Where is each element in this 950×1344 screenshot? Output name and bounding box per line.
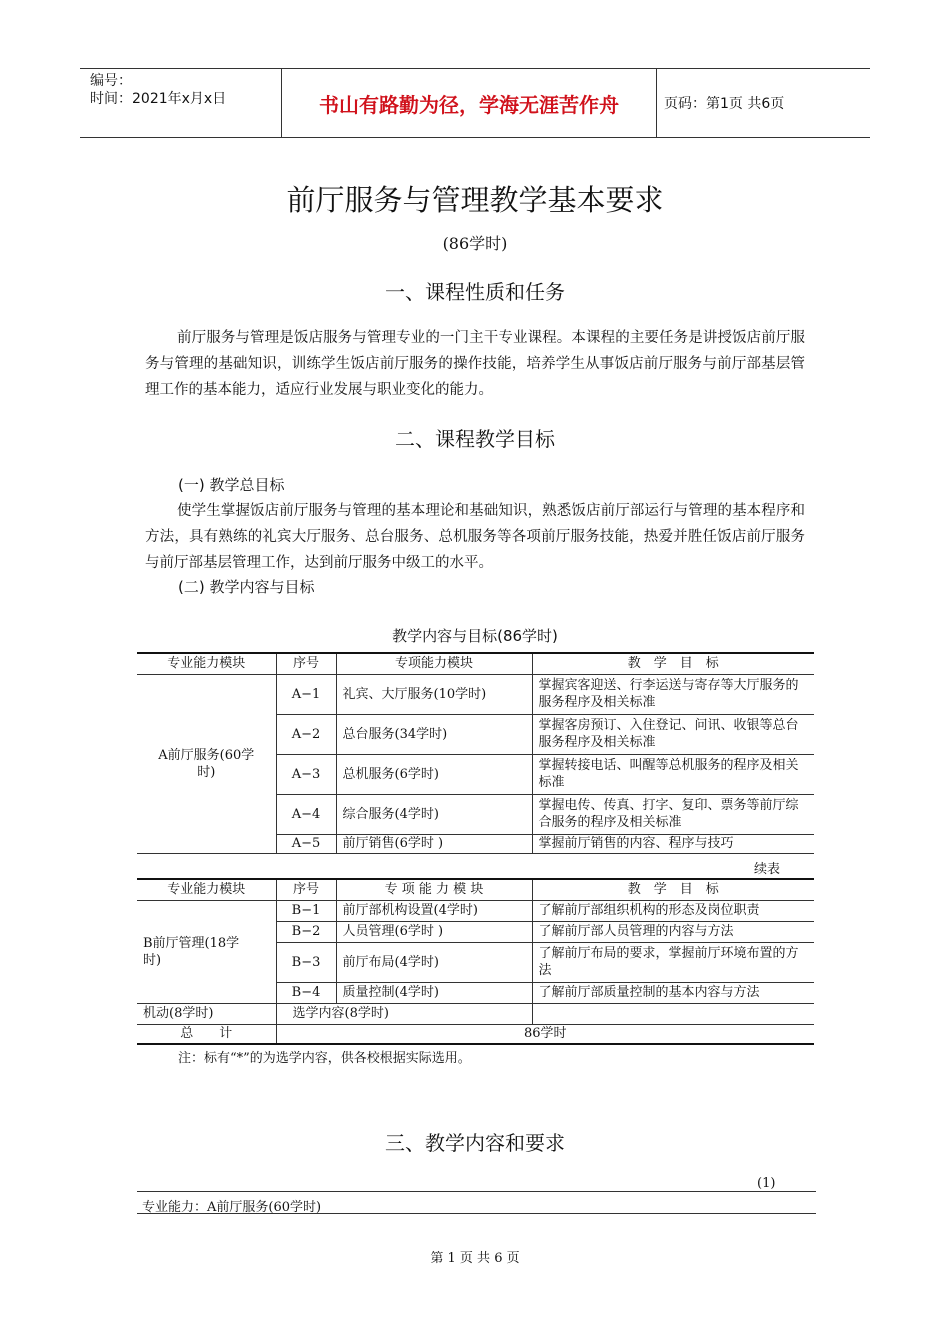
table2-flex-content: 选学内容(8学时): [276, 1003, 532, 1024]
table2-row-goal: 了解前厅部人员管理的内容与方法: [532, 921, 814, 942]
table1-row-item: 前厅销售(6学时 ): [336, 834, 532, 853]
document-hours: (86学时): [442, 234, 508, 253]
table2-total-row: [137, 1024, 814, 1044]
section3-rule-bottom: [137, 1213, 816, 1214]
page-count-label: 页码：第1页 共6页: [664, 96, 785, 112]
section3-rule-top: [137, 1191, 816, 1192]
section3-heading: 三、教学内容和要求: [385, 1131, 565, 1155]
table1-header-row: [137, 653, 814, 674]
table1-row-goal: 掌握宾客迎送、行李运送与寄存等大厅服务的服务程序及相关标准: [532, 674, 814, 714]
table2-header-row: [137, 879, 814, 900]
table2-row-no: B−4: [276, 982, 336, 1003]
table-row: [137, 900, 814, 921]
table1-caption: 教学内容与目标(86学时): [392, 627, 558, 645]
table1-row-no: A−2: [276, 714, 336, 754]
section2-paragraph: 使学生掌握饭店前厅服务与管理的基本理论和基础知识，熟悉饭店前厅部运行与管理的基本程序和方法，具有熟练的礼宾大厅服务、总台服务、总机服务等各项前厅服务技能，热爱并胜任饭店前厅服务与前厅部基层管理工作，达到前厅服务中级工的水平。: [145, 503, 805, 571]
table2-header-no: 序号: [276, 879, 336, 900]
table2-row-goal: 了解前厅部质量控制的基本内容与方法: [532, 982, 814, 1003]
page-footer: 第 1 页 共 6 页: [430, 1251, 520, 1266]
table1-header-no: 序号: [276, 653, 336, 674]
table1-row-goal: 掌握电传、传真、打字、复印、票务等前厅综合服务的程序及相关标准: [532, 794, 814, 834]
table2-row-item: 质量控制(4学时): [336, 982, 532, 1003]
section2-heading: 二、课程教学目标: [395, 427, 555, 451]
table1-module-cell: A前厅服务(60学时): [137, 674, 276, 853]
section2-sub1: (一) 教学总目标: [178, 476, 285, 494]
table-row: [137, 674, 814, 714]
page-header: [80, 68, 870, 138]
table2-row-item: 前厅布局(4学时): [336, 942, 532, 982]
table1-row-no: A−3: [276, 754, 336, 794]
table1-row-no: A−4: [276, 794, 336, 834]
table1-row-no: A−5: [276, 834, 336, 853]
table2-header-module: 专业能力模块: [137, 879, 276, 900]
table1-header-module: 专业能力模块: [137, 653, 276, 674]
table2-module-cell: B前厅管理(18学时): [137, 900, 276, 1003]
table1-row-item: 综合服务(4学时): [336, 794, 532, 834]
doc-code-label: 编号：: [90, 73, 132, 89]
table2: [137, 878, 814, 1045]
header-motto-cell: [281, 69, 657, 137]
table1-header-goal: 教 学 目 标: [532, 653, 814, 674]
section1-heading: 一、课程性质和任务: [385, 280, 565, 304]
section2-sub2: (二) 教学内容与目标: [178, 578, 315, 596]
document-title: 前厅服务与管理教学基本要求: [286, 183, 664, 217]
table2-flex-goal: [532, 1003, 814, 1024]
table1-row-item: 礼宾、大厅服务(10学时): [336, 674, 532, 714]
table2-total-value: 86学时: [276, 1024, 814, 1044]
table1-row-item: 总台服务(34学时): [336, 714, 532, 754]
table2-header-goal: 教 学 目 标: [532, 879, 814, 900]
table2-row-goal: 了解前厅部组织机构的形态及岗位职责: [532, 900, 814, 921]
table2-flex-module: 机动(8学时): [137, 1003, 276, 1024]
table1-row-no: A−1: [276, 674, 336, 714]
motto-text: 书山有路勤为径，学海无涯苦作舟: [319, 92, 619, 117]
table2-total-label: 总 计: [137, 1024, 276, 1044]
table2-row-goal: 了解前厅布局的要求，掌握前厅环境布置的方法: [532, 942, 814, 982]
section1-paragraph: 前厅服务与管理是饭店服务与管理专业的一门主干专业课程。本课程的主要任务是讲授饭店前厅服务与管理的基础知识，训练学生饭店前厅服务的操作技能，培养学生从事饭店前厅服务与前厅部基层管理工作的基本能力，适应行业发展与职业变化的能力。: [145, 330, 805, 398]
header-meta: [80, 69, 281, 137]
table2-row-no: B−1: [276, 900, 336, 921]
table-note: 注：标有“*”的为选学内容，供各校根据实际选用。: [178, 1051, 471, 1066]
table-continued-label: 续表: [754, 862, 781, 877]
table1-header-item: 专项能力模块: [336, 653, 532, 674]
header-page-cell: [656, 69, 870, 137]
table1-row-item: 总机服务(6学时): [336, 754, 532, 794]
table2-row-item: 人员管理(6学时 ): [336, 921, 532, 942]
table2-row-no: B−3: [276, 942, 336, 982]
table1: [137, 652, 814, 854]
table1-row-goal: 掌握客房预订、入住登记、问讯、收银等总台服务程序及相关标准: [532, 714, 814, 754]
table1-row-goal: 掌握前厅销售的内容、程序与技巧: [532, 834, 814, 853]
table2-header-item: 专 项 能 力 模 块: [336, 879, 532, 900]
table-row: [137, 1003, 814, 1024]
table1-row-goal: 掌握转接电话、叫醒等总机服务的程序及相关标准: [532, 754, 814, 794]
table2-row-item: 前厅部机构设置(4学时): [336, 900, 532, 921]
table2-row-no: B−2: [276, 921, 336, 942]
doc-time-label: 时间：2021年x月x日: [90, 91, 227, 107]
section3-ability-line: 专业能力：A前厅服务(60学时): [142, 1200, 322, 1215]
section3-table-number: (1): [757, 1176, 776, 1191]
